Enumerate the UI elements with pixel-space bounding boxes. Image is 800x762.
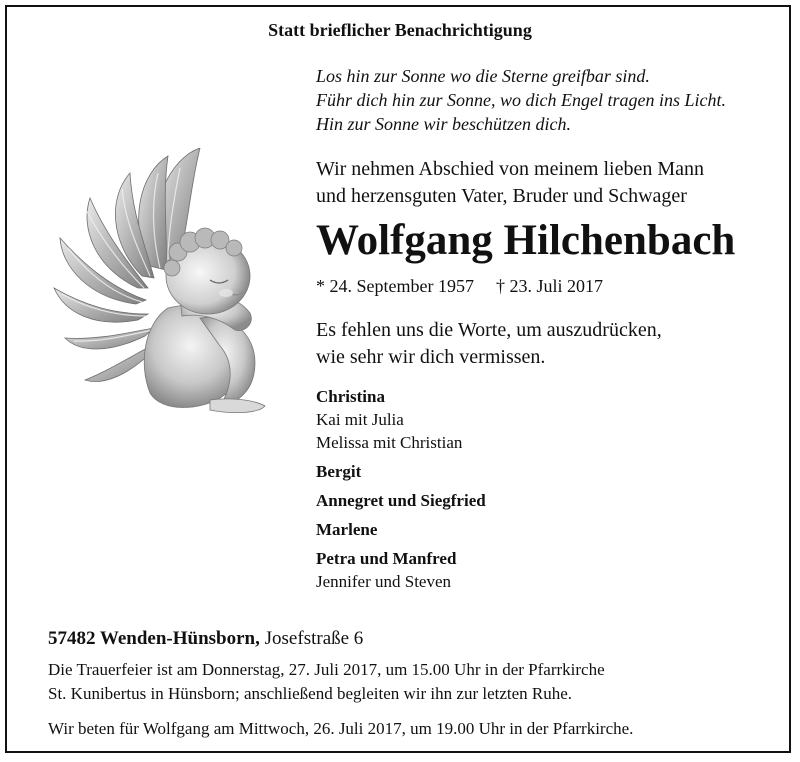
poem-line: Führ dich hin zur Sonne, wo dich Engel tragen ins Licht.	[316, 90, 726, 110]
prayer-info: Wir beten für Wolfgang am Mittwoch, 26. Juli 2017, um 19.00 Uhr in der Pfarrkirche.	[48, 719, 634, 738]
deceased-name: Wolfgang Hilchenbach	[316, 217, 736, 264]
poem	[316, 64, 726, 136]
family-name: Bergit	[316, 462, 362, 481]
family-name: Annegret und Siegfried	[316, 491, 486, 510]
family-member: Melissa mit Christian	[316, 433, 463, 452]
quote-line: Es fehlen uns die Worte, um auszudrücken,	[316, 319, 662, 341]
family-member: Kai mit Julia	[316, 410, 404, 429]
intro-line: Wir nehmen Abschied von meinem lieben Mann	[316, 158, 704, 180]
intro-line: und herzensguten Vater, Bruder und Schwager	[316, 185, 687, 207]
death-date: † 23. Juli 2017	[495, 276, 603, 296]
funeral-service-info	[48, 658, 605, 706]
service-line: St. Kunibertus in Hünsborn; anschließend begleiten wir ihn zur letzten Ruhe.	[48, 684, 573, 703]
farewell-intro	[316, 156, 704, 210]
address-street: Josefstraße 6	[264, 628, 364, 649]
family-entry	[316, 461, 486, 483]
address	[48, 627, 363, 651]
family-entry	[316, 548, 486, 593]
address-city: 57482 Wenden-Hünsborn,	[48, 628, 260, 649]
service-line: Die Trauerfeier ist am Donnerstag, 27. Juli 2017, um 15.00 Uhr in der Pfarrkirche	[48, 660, 605, 679]
quote-line: wie sehr wir dich vermissen.	[316, 346, 546, 368]
poem-line: Los hin zur Sonne wo die Sterne greifbar sind.	[316, 66, 650, 86]
birth-date: * 24. September 1957	[316, 276, 474, 296]
family-name: Marlene	[316, 520, 378, 539]
life-dates	[316, 274, 603, 298]
family-entry	[316, 386, 486, 454]
family-list	[316, 386, 486, 593]
family-name: Petra und Manfred	[316, 549, 457, 568]
notice-heading: Statt brieflicher Benachrichtigung	[268, 20, 532, 40]
family-name: Christina	[316, 387, 385, 406]
poem-line: Hin zur Sonne wir beschützen dich.	[316, 114, 571, 134]
quote	[316, 317, 662, 371]
sleeping-cherub-angel-icon	[50, 148, 272, 416]
family-member: Jennifer und Steven	[316, 572, 452, 591]
family-entry	[316, 519, 486, 541]
family-entry	[316, 490, 486, 512]
